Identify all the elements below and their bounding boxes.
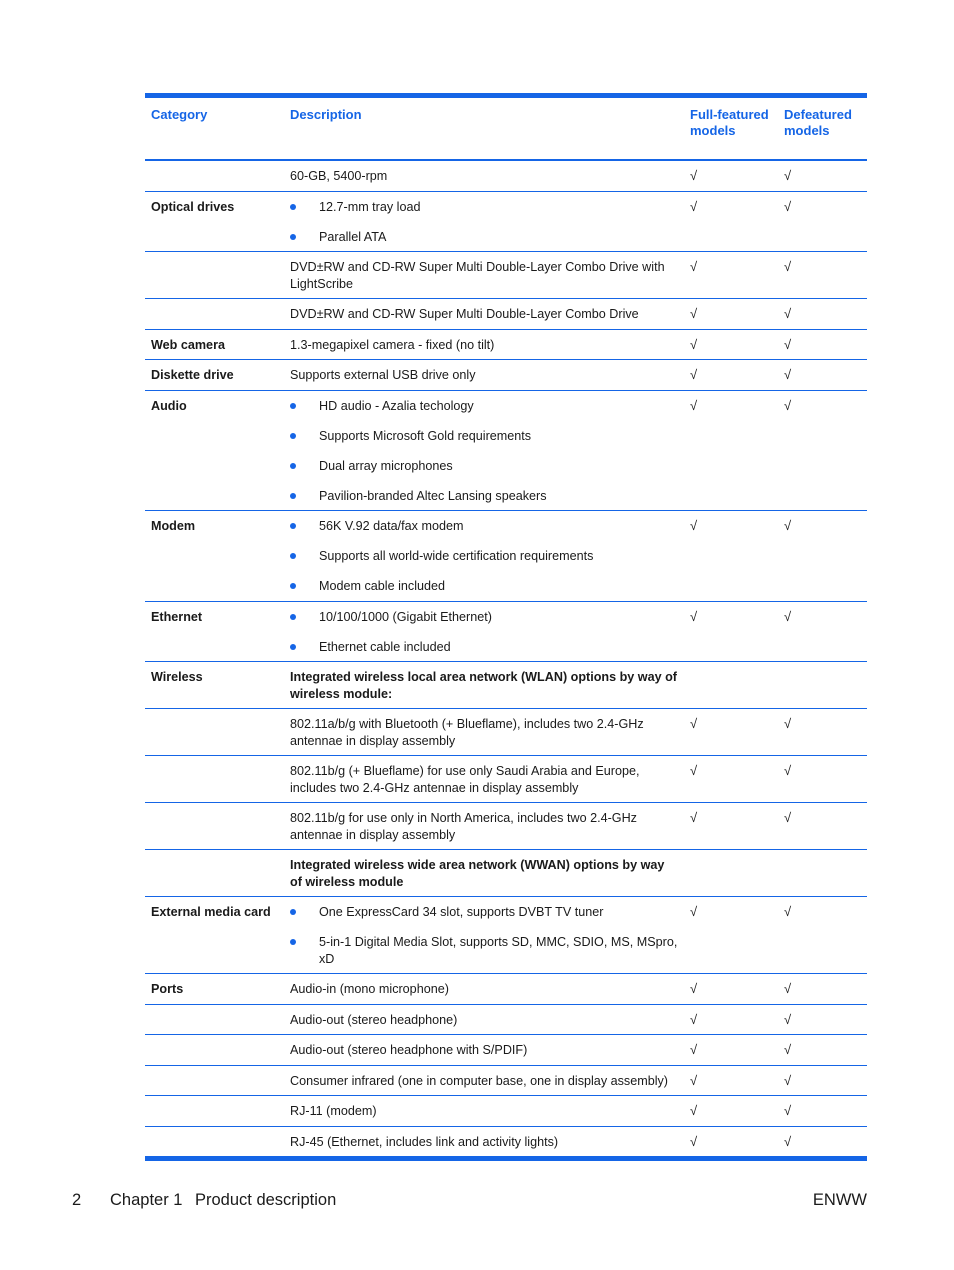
bullet-icon [290, 939, 296, 945]
full-featured-check: √ [690, 608, 698, 624]
full-featured-check: √ [690, 810, 698, 825]
bullet-icon [290, 583, 296, 589]
bullet-text: 56K V.92 data/fax modem [319, 519, 464, 533]
table-row [145, 390, 867, 511]
category-cell [145, 709, 284, 756]
bullet-item [290, 398, 678, 415]
bullet-text: Supports Microsoft Gold requirements [319, 428, 532, 443]
full-featured-check: √ [690, 1133, 698, 1149]
full-featured-check: √ [690, 168, 698, 183]
bullet-icon [290, 909, 296, 915]
table-row [145, 191, 867, 252]
defeatured-check: √ [784, 168, 792, 183]
description-cell: RJ-45 (Ethernet, includes link and activity lights) [290, 1134, 559, 1149]
bullet-list [290, 518, 678, 595]
description-cell: 802.11b/g (+ Blueflame) for use only Saudi Arabia and Europe, includes two 2.4-GHz antennae in display assembly [290, 764, 640, 795]
bullet-item [290, 548, 678, 565]
full-featured-check [684, 662, 778, 709]
defeatured-check: √ [784, 763, 792, 778]
bullet-list [290, 398, 678, 505]
description-cell: RJ-11 (modem) [290, 1104, 377, 1118]
description-cell [284, 897, 684, 974]
bullet-text: HD audio - Azalia techology [319, 398, 474, 413]
bullet-text: 12.7-mm tray load [319, 199, 421, 214]
defeatured-check: √ [784, 518, 792, 533]
defeatured-check: √ [784, 1011, 792, 1027]
category-cell: External media card [151, 905, 271, 919]
description-cell: 60-GB, 5400-rpm [290, 169, 388, 183]
full-featured-check: √ [690, 981, 698, 996]
full-featured-check: √ [690, 1072, 698, 1088]
full-featured-check: √ [690, 904, 698, 919]
category-cell [145, 1126, 284, 1159]
category-cell [145, 1004, 284, 1035]
bullet-icon [290, 463, 296, 469]
bullet-item [290, 609, 678, 626]
table-row [145, 803, 867, 850]
chapter-label: Chapter 1 [110, 1191, 183, 1209]
table-row [145, 756, 867, 803]
table-body [145, 160, 867, 1159]
defeatured-check: √ [784, 306, 792, 321]
description-cell: 1.3-megapixel camera - fixed (no tilt) [290, 337, 495, 352]
bullet-item [290, 578, 678, 595]
full-featured-check: √ [690, 198, 698, 214]
header-row [145, 96, 867, 161]
table-row [145, 1096, 867, 1127]
defeatured-check: √ [784, 981, 792, 996]
header-description: Description [290, 107, 362, 122]
bullet-icon [290, 523, 296, 529]
page-footer [72, 1191, 867, 1213]
defeatured-check: √ [784, 904, 792, 919]
description-cell: Supports external USB drive only [290, 368, 476, 382]
bullet-item [290, 199, 678, 216]
table-row [145, 601, 867, 662]
description-cell: 802.11b/g for use only in North America, includes two 2.4-GHz antennae in display assembly [290, 811, 637, 842]
defeatured-check: √ [784, 608, 792, 624]
table-row [145, 897, 867, 974]
description-cell [284, 601, 684, 662]
description-cell: Integrated wireless wide area network (WWAN) options by way of wireless module [290, 858, 665, 889]
section-title: Product description [195, 1191, 337, 1209]
bullet-icon [290, 553, 296, 559]
full-featured-check: √ [690, 518, 698, 533]
bullet-icon [290, 644, 296, 650]
bullet-item [290, 229, 678, 246]
table-row [145, 662, 867, 709]
table-row [145, 1035, 867, 1066]
full-featured-check: √ [690, 763, 698, 778]
full-featured-check: √ [690, 397, 698, 413]
bullet-text: 5-in-1 Digital Media Slot, supports SD, MMC, SDIO, MS, MSpro, xD [319, 935, 678, 966]
full-featured-check: √ [690, 306, 698, 321]
category-cell [145, 850, 284, 897]
table-row [145, 709, 867, 756]
bullet-icon [290, 493, 296, 499]
category-cell: Optical drives [151, 199, 235, 214]
table-row [145, 252, 867, 299]
category-cell: Audio [151, 398, 187, 413]
description-cell: DVD±RW and CD-RW Super Multi Double-Layer Combo Drive [290, 307, 639, 321]
bullet-icon [290, 234, 296, 240]
bullet-list [290, 199, 678, 246]
defeatured-check: √ [784, 1133, 792, 1149]
description-cell: Audio-out (stereo headphone) [290, 1012, 458, 1027]
category-cell [145, 756, 284, 803]
defeatured-check [778, 662, 867, 709]
description-cell: Audio-out (stereo headphone with S/PDIF) [290, 1043, 528, 1057]
bullet-item [290, 428, 678, 445]
defeatured-check: √ [784, 1103, 792, 1118]
bullet-text: One ExpressCard 34 slot, supports DVBT TV tuner [319, 905, 604, 919]
header-category: Category [151, 107, 208, 122]
bullet-text: Pavilion-branded Altec Lansing speakers [319, 488, 547, 503]
full-featured-check: √ [690, 716, 698, 731]
defeatured-check: √ [784, 397, 792, 413]
bullet-text: 10/100/1000 (Gigabit Ethernet) [319, 609, 492, 624]
bullet-item [290, 518, 678, 535]
bullet-text: Supports all world-wide certification requirements [319, 549, 594, 563]
description-cell: Consumer infrared (one in computer base, one in display assembly) [290, 1073, 668, 1088]
full-featured-check: √ [690, 1042, 698, 1057]
bullet-item [290, 488, 678, 505]
header-full-featured: Full-featured models [690, 107, 769, 138]
defeatured-check: √ [784, 198, 792, 214]
bullet-item [290, 639, 678, 656]
full-featured-check: √ [690, 336, 698, 352]
description-cell [284, 191, 684, 252]
category-cell [145, 252, 284, 299]
table-row [145, 360, 867, 391]
category-cell [145, 1035, 284, 1066]
table-row [145, 329, 867, 360]
full-featured-check: √ [690, 259, 698, 274]
category-cell [145, 803, 284, 850]
bullet-list [290, 609, 678, 656]
full-featured-check: √ [690, 1011, 698, 1027]
category-cell: Wireless [151, 670, 203, 684]
bullet-icon [290, 614, 296, 620]
description-cell [284, 390, 684, 511]
bullet-item [290, 904, 678, 921]
category-cell: Diskette drive [151, 368, 234, 382]
full-featured-check: √ [690, 367, 698, 382]
description-cell: Audio-in (mono microphone) [290, 982, 449, 996]
full-featured-check [684, 850, 778, 897]
description-cell: Integrated wireless local area network (WLAN) options by way of wireless module: [290, 670, 677, 701]
table-row [145, 299, 867, 330]
category-cell [145, 1065, 284, 1096]
table-row [145, 1126, 867, 1159]
defeatured-check: √ [784, 367, 792, 382]
defeatured-check: √ [784, 336, 792, 352]
defeatured-check: √ [784, 716, 792, 731]
bullet-item [290, 458, 678, 475]
document-id: ENWW [812, 1191, 867, 1209]
bullet-text: Ethernet cable included [319, 639, 451, 654]
full-featured-check: √ [690, 1103, 698, 1118]
spec-table [145, 93, 867, 1161]
bullet-icon [290, 403, 296, 409]
defeatured-check: √ [784, 1042, 792, 1057]
table-row [145, 511, 867, 602]
bullet-list [290, 904, 678, 967]
category-cell: Web camera [151, 337, 225, 352]
description-cell: 802.11a/b/g with Bluetooth (+ Blueflame), includes two 2.4-GHz antennae in display assembly [290, 717, 644, 748]
description-cell [284, 511, 684, 602]
bullet-text: Parallel ATA [319, 229, 387, 244]
table-row [145, 160, 867, 191]
description-cell: DVD±RW and CD-RW Super Multi Double-Layer Combo Drive with LightScribe [290, 260, 665, 291]
category-cell [145, 1096, 284, 1127]
bullet-icon [290, 204, 296, 210]
defeatured-check: √ [784, 1072, 792, 1088]
table-row [145, 850, 867, 897]
category-cell [145, 299, 284, 330]
table-row [145, 974, 867, 1005]
table-header [145, 96, 867, 161]
bullet-icon [290, 433, 296, 439]
category-cell [145, 160, 284, 191]
table-row [145, 1065, 867, 1096]
bullet-text: Dual array microphones [319, 458, 453, 473]
defeatured-check [778, 850, 867, 897]
category-cell: Ethernet [151, 609, 203, 624]
defeatured-check: √ [784, 259, 792, 274]
table-row [145, 1004, 867, 1035]
page-number: 2 [72, 1191, 82, 1209]
header-defeatured: Defeatured models [784, 107, 852, 138]
defeatured-check: √ [784, 810, 792, 825]
bullet-item [290, 934, 678, 967]
category-cell: Ports [151, 982, 184, 996]
category-cell: Modem [151, 519, 196, 533]
bullet-text: Modem cable included [319, 579, 446, 593]
